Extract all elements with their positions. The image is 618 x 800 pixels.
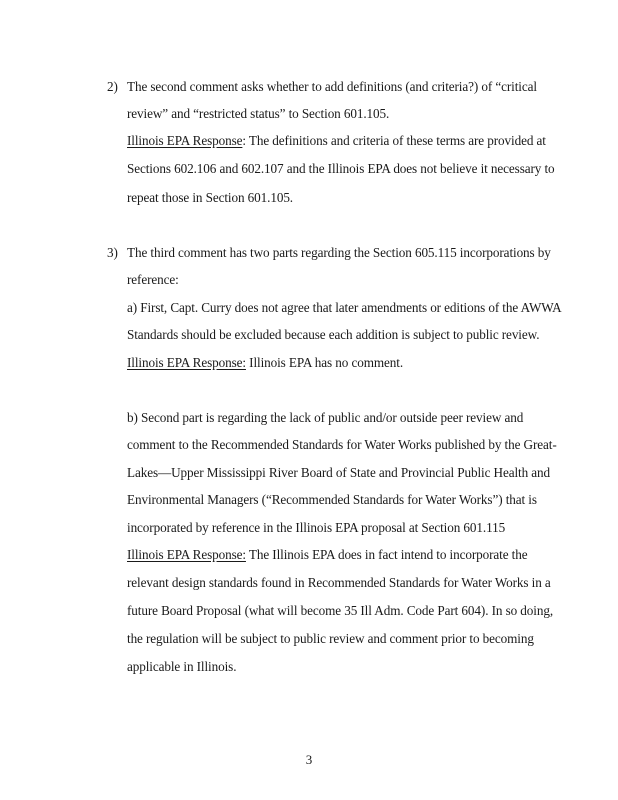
item-3-line-1: The third comment has two parts regarding the Section 605.115 incorporations by <box>127 245 551 260</box>
item-2-number: 2) <box>107 79 118 94</box>
part-b-response-text: The Illinois EPA does in fact intend to incorporate the <box>245 547 528 562</box>
item-2-response-text: : The definitions and criteria of these terms are provided at <box>242 133 546 148</box>
part-b-response-label: Illinois EPA Response: <box>127 547 246 562</box>
item-2-line-1: The second comment asks whether to add definitions (and criteria?) of “critical <box>127 79 537 94</box>
part-b-response-line-1 <box>127 547 528 563</box>
part-b-line-5: incorporated by reference in the Illinois EPA proposal at Section 601.115 <box>127 520 506 535</box>
part-b-response-line-5: applicable in Illinois. <box>127 659 237 674</box>
part-a-line-2: Standards should be excluded because each addition is subject to public review. <box>127 327 540 342</box>
part-b-line-2: comment to the Recommended Standards for Water Works published by the Great- <box>127 437 557 452</box>
part-a-response-label: Illinois EPA Response: <box>127 355 246 370</box>
item-2-response-line-1 <box>127 133 546 149</box>
part-a-line-1: a) First, Capt. Curry does not agree that later amendments or editions of the AWWA <box>127 300 562 315</box>
part-a-response-text: Illinois EPA has no comment. <box>245 355 404 370</box>
part-b-response-line-3: future Board Proposal (what will become 35 Ill Adm. Code Part 604). In so doing, <box>127 603 554 618</box>
item-3-number: 3) <box>107 245 118 260</box>
page-number: 3 <box>305 752 313 767</box>
item-2-response-label: Illinois EPA Response <box>127 133 243 148</box>
item-3-line-2: reference: <box>127 272 179 287</box>
part-a-response-line <box>127 355 403 371</box>
part-b-response-line-2: relevant design standards found in Recommended Standards for Water Works in a <box>127 575 551 590</box>
part-b-line-1: b) Second part is regarding the lack of public and/or outside peer review and <box>127 410 524 425</box>
part-b-line-4: Environmental Managers (“Recommended Standards for Water Works”) that is <box>127 492 537 507</box>
part-b-line-3: Lakes—Upper Mississippi River Board of State and Provincial Public Health and <box>127 465 551 480</box>
part-b-response-line-4: the regulation will be subject to public review and comment prior to becoming <box>127 631 534 646</box>
item-2-response-line-2: Sections 602.106 and 602.107 and the Illinois EPA does not believe it necessary to <box>127 161 555 176</box>
item-2-response-line-3: repeat those in Section 601.105. <box>127 190 294 205</box>
item-2-line-2: review” and “restricted status” to Section 601.105. <box>127 106 390 121</box>
